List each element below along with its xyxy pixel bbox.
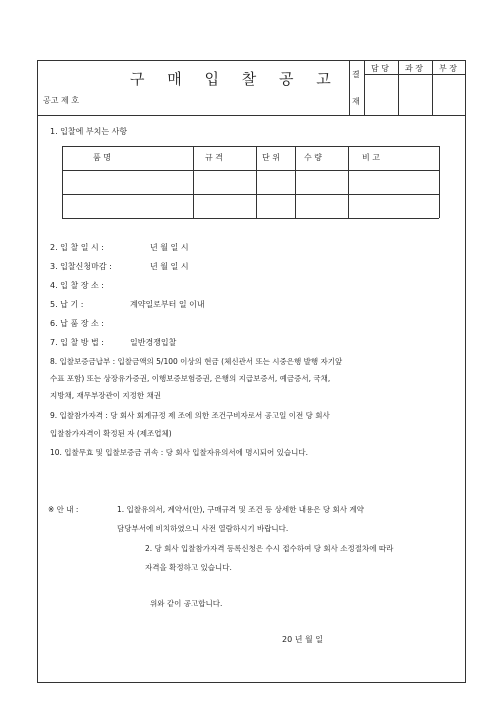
- approval-col-director: 부 장: [439, 64, 457, 73]
- item-2-label: 2. 입 찰 일 시 :: [50, 243, 104, 252]
- table-header-spec: 규 격: [205, 153, 223, 162]
- item-3-value: 년 월 일 시: [150, 262, 189, 271]
- item-8-line-2: 수표 포함) 또는 상장유가증권, 이행보증보험증권, 은행의 지급보증서, 예금증서, 국채,: [50, 374, 331, 383]
- item-2-value: 년 월 일 시: [150, 243, 189, 252]
- note-2-line-2: 자격을 확정하고 있습니다.: [145, 563, 232, 572]
- table-top: [62, 146, 439, 147]
- approval-header-line: [364, 74, 466, 75]
- approval-left-border: [349, 60, 350, 115]
- table-header-unit: 단 위: [262, 153, 280, 162]
- table-header-remarks: 비 고: [362, 153, 380, 162]
- header-divider: [37, 115, 466, 116]
- item-5-value: 계약일로부터 일 이내: [130, 300, 205, 309]
- approval-label-border: [364, 60, 365, 115]
- table-header-qty: 수 량: [304, 153, 322, 162]
- item-8-line-3: 지방채, 재무부장관이 지정한 채권: [50, 391, 161, 400]
- item-7-value: 일반경쟁입찰: [130, 338, 177, 347]
- approval-col-staff: 담 당: [371, 64, 389, 73]
- table-col-line-1: [193, 146, 194, 218]
- item-4-label: 4. 입 찰 장 소 :: [50, 281, 104, 290]
- table-row-line: [62, 194, 439, 195]
- notes-label: ※ 안 내 :: [48, 505, 79, 514]
- closing-statement: 위와 같이 공고합니다.: [150, 599, 223, 608]
- approval-col-border-1: [398, 60, 399, 115]
- table-right: [439, 146, 440, 218]
- section-1-heading: 1. 입찰에 부치는 사항: [50, 127, 128, 136]
- note-1-line-2: 담당부서에 비치하였으니 사전 열람하시기 바랍니다.: [117, 524, 289, 533]
- date-line: 20 년 월 일: [282, 635, 323, 644]
- note-2-line-1: 2. 당 회사 입찰참가자격 등록신청은 수시 접수하여 당 회사 소정절차에 따라: [145, 544, 394, 553]
- approval-label-top: 결: [352, 70, 360, 79]
- table-bottom: [62, 218, 439, 219]
- approval-col-border-2: [432, 60, 433, 115]
- item-9-line-1: 9. 입찰참가자격 : 당 회사 회계규정 제 조에 의한 조건구비자로서 공고일 이전 당 회사: [50, 411, 330, 420]
- page-title: 구 매 입 찰 공 고: [130, 70, 340, 88]
- item-6-label: 6. 납 품 장 소 :: [50, 319, 104, 328]
- approval-col-manager: 과 장: [405, 64, 423, 73]
- approval-label-bottom: 재: [352, 97, 360, 106]
- item-9-line-2: 입찰참가자격이 확정된 자 (제조업체): [50, 429, 172, 438]
- item-10: 10. 입찰무효 및 입찰보증금 귀속 : 당 회사 입찰자유의서에 명시되어 있습니다.: [50, 448, 309, 457]
- note-1-line-1: 1. 입찰유의서, 계약서(안), 구매규격 및 조건 등 상세한 내용은 당 회사 계약: [117, 505, 364, 514]
- table-col-line-4: [348, 146, 349, 218]
- notice-number-label: 공고 제 호: [43, 96, 79, 105]
- table-header-name: 품 명: [93, 153, 111, 162]
- item-7-label: 7. 입 찰 방 법 :: [50, 338, 104, 347]
- table-header-bottom: [62, 170, 439, 171]
- item-3-label: 3. 입찰신청마감 :: [50, 262, 112, 271]
- table-left: [62, 146, 63, 218]
- item-8-line-1: 8. 입찰보증금납부 : 입찰금액의 5/100 이상의 현금 (체신관서 또는 시중은행 발행 자기앞: [50, 357, 343, 366]
- item-5-label: 5. 납 기 :: [50, 300, 84, 309]
- table-col-line-2: [256, 146, 257, 218]
- table-col-line-3: [295, 146, 296, 218]
